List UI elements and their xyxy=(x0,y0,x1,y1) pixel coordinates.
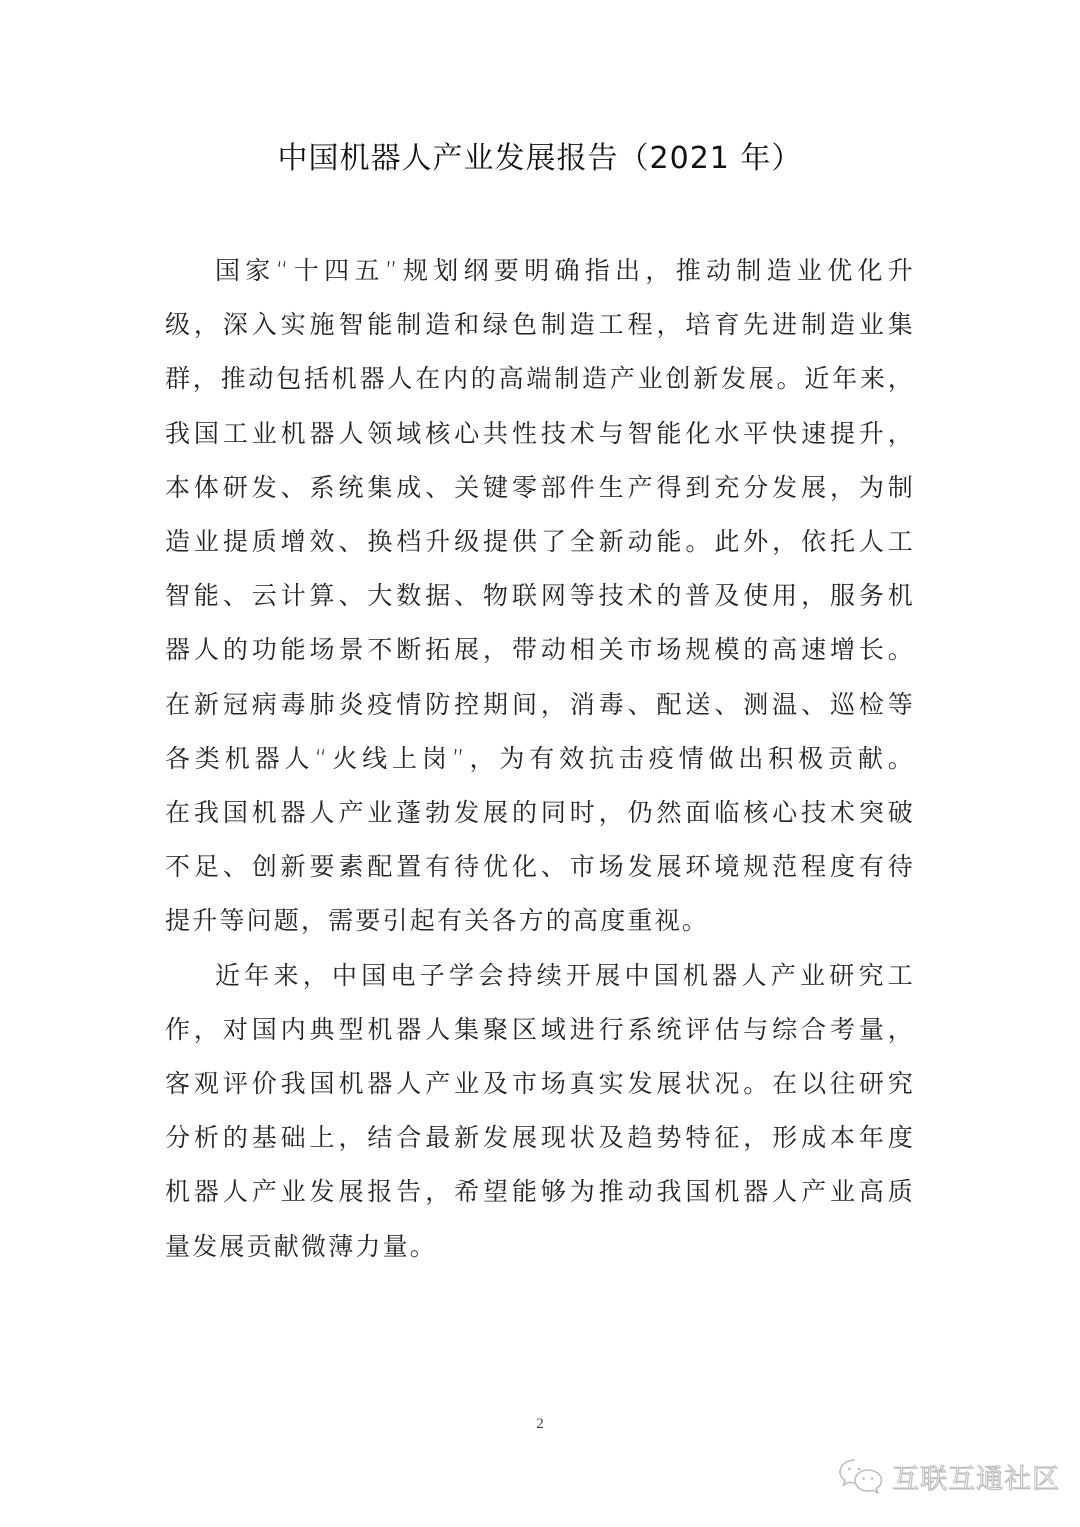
wechat-icon xyxy=(838,1456,884,1496)
page-number: 2 xyxy=(536,1416,544,1432)
paragraph-2 xyxy=(165,949,915,1274)
page-title: 中国机器人产业发展报告（2021 年） xyxy=(277,141,803,176)
text-line: 提升等问题，需要引起有关各方的高度重视。 xyxy=(165,906,710,936)
text-line: 机器人产业发展报告，希望能够为推动我国机器人产业高质 xyxy=(165,1177,915,1207)
paragraph-1 xyxy=(165,244,915,949)
text-line: 级，深入实施智能制造和绿色制造工程，培育先进制造业集 xyxy=(165,310,915,340)
text-line: 器人的功能场景不断拓展，带动相关市场规模的高速增长。 xyxy=(165,635,915,665)
text-line: 作，对国内典型机器人集聚区域进行系统评估与综合考量， xyxy=(165,1014,915,1044)
text-line: 国家“十四五”规划纲要明确指出，推动制造业优化升 xyxy=(215,256,915,285)
watermark-text: 互联互通社区 xyxy=(892,1463,1060,1495)
text-line: 在新冠病毒肺炎疫情防控期间，消毒、配送、测温、巡检等 xyxy=(165,689,915,719)
text-line: 智能、云计算、大数据、物联网等技术的普及使用，服务机 xyxy=(165,581,915,611)
text-line: 分析的基础上，结合最新发展现状及趋势特征，形成本年度 xyxy=(165,1123,915,1153)
watermark xyxy=(838,1456,1060,1496)
text-line: 在我国机器人产业蓬勃发展的同时，仍然面临核心技术突破 xyxy=(165,798,915,828)
text-line: 不足、创新要素配置有待优化、市场发展环境规范程度有待 xyxy=(165,852,915,882)
text-line: 群，推动包括机器人在内的高端制造产业创新发展。近年来， xyxy=(165,364,915,394)
text-line: 各类机器人“火线上岗”，为有效抗击疫情做出积极贡献。 xyxy=(165,743,915,773)
text-line: 我国工业机器人领域核心共性技术与智能化水平快速提升， xyxy=(165,418,915,448)
text-line: 造业提质增效、换档升级提供了全新动能。此外，依托人工 xyxy=(165,527,915,557)
text-line: 客观评价我国机器人产业及市场真实发展状况。在以往研究 xyxy=(165,1069,915,1099)
text-line: 量发展贡献微薄力量。 xyxy=(165,1231,438,1261)
text-line: 近年来，中国电子学会持续开展中国机器人产业研究工 xyxy=(215,960,915,990)
text-line: 本体研发、系统集成、关键零部件生产得到充分发展，为制 xyxy=(165,472,915,502)
document-body xyxy=(165,244,915,1274)
